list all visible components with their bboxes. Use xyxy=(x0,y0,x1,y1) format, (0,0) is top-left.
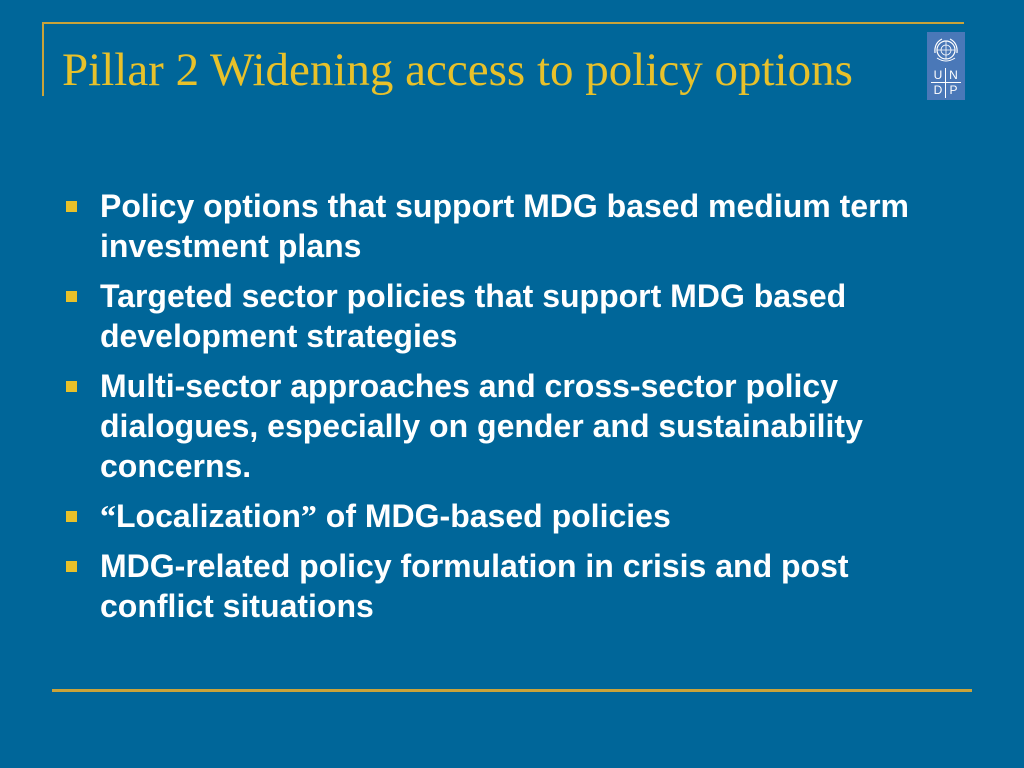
un-emblem-icon xyxy=(931,35,961,65)
bullet-text: Multi-sector approaches and cross-sector policy dialogues, especially on gender and sustainability concerns. xyxy=(100,368,863,484)
bullet-item xyxy=(64,366,964,486)
bullet-item xyxy=(64,186,964,266)
bottom-rule xyxy=(52,689,972,692)
bullet-marker-icon xyxy=(66,381,77,392)
close-quote: ” xyxy=(300,498,317,534)
bullet-marker-icon xyxy=(66,291,77,302)
bullet-list xyxy=(64,186,964,636)
bullet-marker-icon xyxy=(66,201,77,212)
bullet-text-emphasis: Localization xyxy=(116,498,301,534)
frame-left-rule xyxy=(42,22,44,96)
bullet-marker-icon xyxy=(66,511,77,522)
logo-letter-p: P xyxy=(949,83,958,97)
bullet-item xyxy=(64,546,964,626)
open-quote: “ xyxy=(100,498,116,534)
slide-title: Pillar 2 Widening access to policy options xyxy=(62,44,853,96)
bullet-item xyxy=(64,496,964,536)
bullet-text: Targeted sector policies that support MDG based development strategies xyxy=(100,278,847,354)
bullet-text: MDG-related policy formulation in crisis and post conflict situations xyxy=(100,548,849,624)
frame-top-rule xyxy=(42,22,964,24)
logo-letter-d: D xyxy=(931,83,946,98)
bullet-text: Policy options that support MDG based medium term investment plans xyxy=(100,188,909,264)
undp-logo xyxy=(927,32,965,100)
bullet-marker-icon xyxy=(66,561,77,572)
bullet-item xyxy=(64,276,964,356)
undp-letter-grid xyxy=(931,68,961,98)
bullet-text-rest: of MDG-based policies xyxy=(316,498,671,534)
logo-letter-n: N xyxy=(946,68,961,83)
logo-letter-u: U xyxy=(931,68,946,83)
